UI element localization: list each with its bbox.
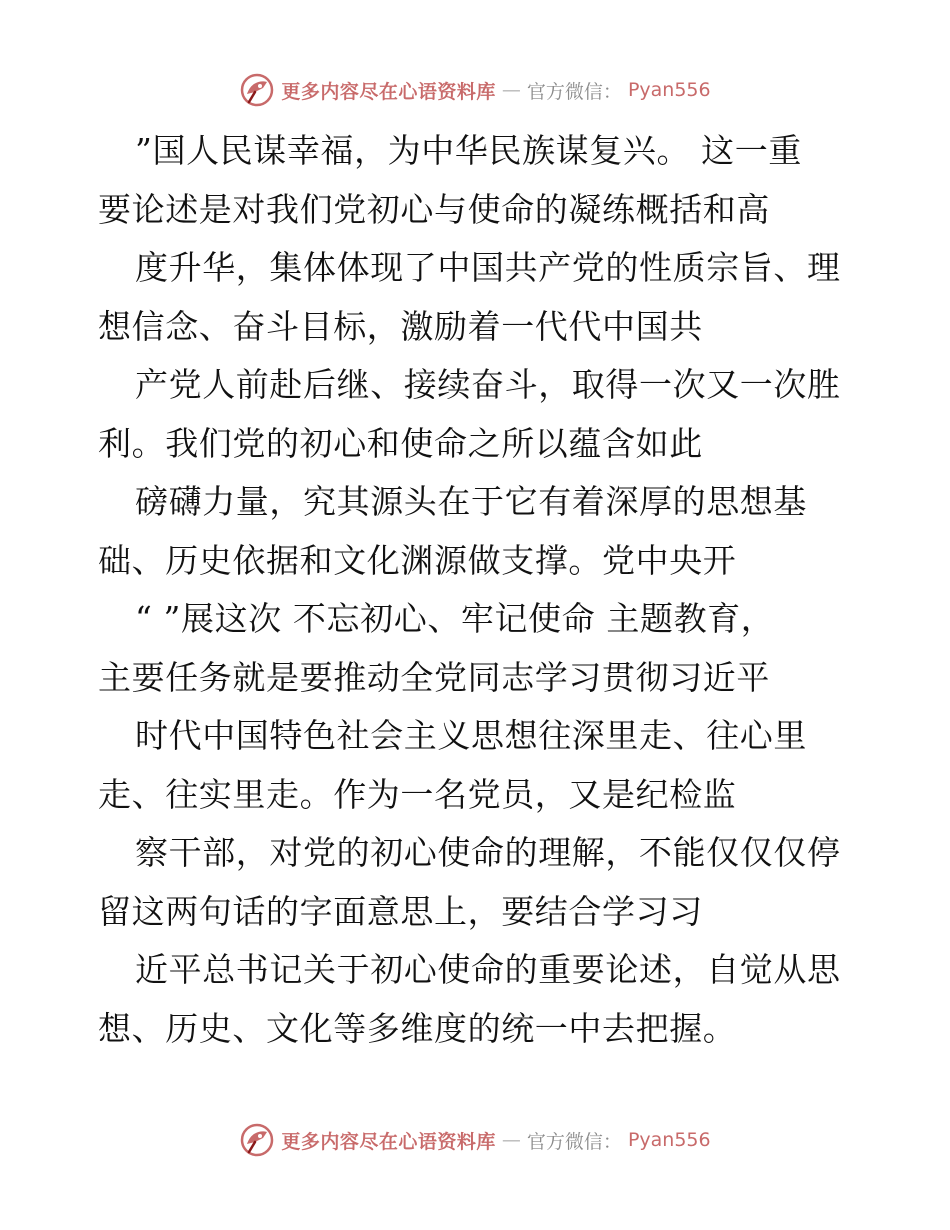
footer-banner-wechat-label: 官方微信：: [526, 1130, 622, 1153]
footer-banner-content: [239, 1122, 710, 1158]
body-line: 近平总书记关于初心使命的重要论述，自觉从思: [135, 950, 841, 989]
header-banner-wechat-label: 官方微信：: [526, 80, 622, 103]
body-line: 走、往实里走。作为一名党员，又是纪检监: [98, 774, 737, 814]
body-line: 磅礴力量，究其源头在于它有着深厚的思想基: [135, 482, 807, 521]
header-banner-title: 更多内容尽在心语资料库: [281, 80, 496, 103]
body-line: ”国人民谋幸福，为中华民族谋复兴。 这一重: [135, 131, 802, 170]
body-line: 础、历史依据和文化渊源做支撑。党中央开: [98, 540, 737, 580]
body-line: 察干部，对党的初心使命的理解，不能仅仅仅停: [135, 833, 841, 872]
body-line: “ ”展这次 不忘初心、牢记使命 主题教育，: [135, 599, 775, 638]
body-line: 要论述是对我们党初心与使命的凝练概括和高: [98, 189, 770, 229]
pen-nib-logo-icon: [239, 1122, 275, 1158]
body-line: 想、历史、文化等多维度的统一中去把握。: [98, 1008, 737, 1048]
header-banner-content: [239, 72, 710, 108]
body-line: 利。我们党的初心和使命之所以蕴含如此: [98, 423, 703, 463]
body-line: 产党人前赴后继、接续奋斗，取得一次又一次胜: [135, 365, 841, 404]
body-line: 主要任务就是要推动全党同志学习贯彻习近平: [98, 657, 770, 697]
body-line: 时代中国特色社会主义思想往深里走、往心里: [135, 716, 807, 755]
footer-banner-dash: —: [501, 1129, 521, 1151]
pen-nib-logo-icon: [239, 72, 275, 108]
body-line: 留这两句话的字面意思上，要结合学习习: [98, 891, 703, 931]
document-body: [98, 122, 878, 1058]
footer-banner: [0, 1118, 950, 1162]
header-banner-dash: —: [501, 79, 521, 101]
header-banner: [0, 68, 950, 112]
header-banner-wechat-id: Pyan556: [627, 79, 711, 101]
footer-banner-title: 更多内容尽在心语资料库: [281, 1130, 496, 1153]
body-line: 度升华，集体体现了中国共产党的性质宗旨、理: [135, 248, 841, 287]
footer-banner-wechat-id: Pyan556: [627, 1129, 711, 1151]
body-line: 想信念、奋斗目标，激励着一代代中国共: [98, 306, 703, 346]
